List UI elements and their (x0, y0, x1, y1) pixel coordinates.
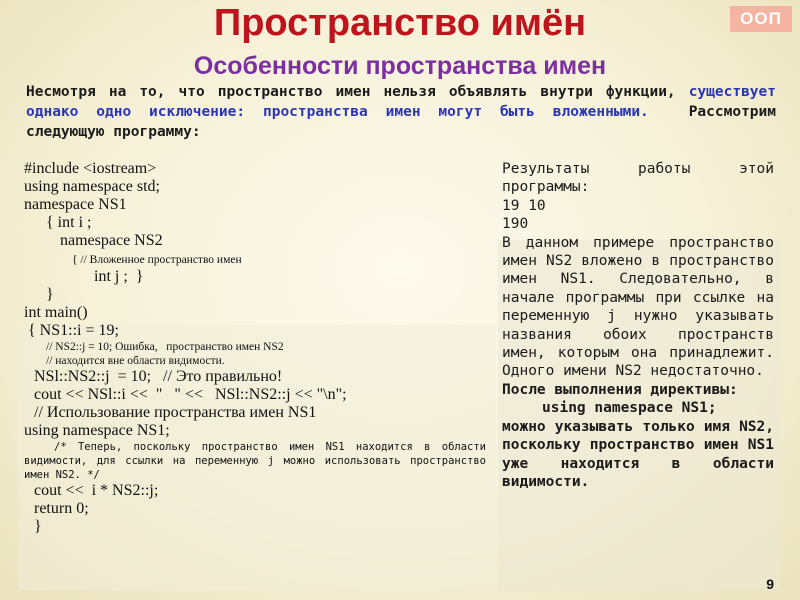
code-comment: // NS2::j = 10; Ошибка, пространство имен NS2 (46, 341, 284, 353)
conclusion-text: можно указывать только имя NS2, поскольку пространство имен NS1 уже находится в области видимости. (502, 418, 774, 490)
slide-subtitle: Особенности пространства имен (193, 52, 607, 80)
intro-text-1: Несмотря на то, что пространство имен нельзя объявлять внутри функции, (26, 84, 676, 100)
code-line (24, 250, 494, 268)
code-line: cout << i * NS2::j; (34, 482, 159, 499)
code-line: } (46, 286, 54, 303)
code-line: int j ; } (94, 268, 144, 285)
intro-text-3: пространства имен могут быть вложенными. (262, 104, 649, 120)
code-line: namespace NS2 (60, 232, 163, 249)
intro-paragraph (26, 82, 776, 142)
slide-title: Пространство имён (213, 2, 587, 44)
code-line: { int i ; (46, 214, 92, 231)
code-comment: // находится вне области видимости. (46, 355, 225, 367)
page-number: 9 (766, 576, 774, 592)
results-heading: Результаты работы этой программы: (502, 161, 774, 196)
oop-badge: ООП (730, 6, 792, 32)
results-column (502, 160, 774, 491)
code-line: using namespace std; (24, 178, 160, 195)
code-line: { NS1::i = 19; (28, 322, 119, 339)
output-line: 190 (502, 216, 529, 233)
code-line: using namespace NS1; (24, 422, 170, 439)
intro-text-2: существует однако одно исключение: (26, 84, 776, 120)
directive-code: using namespace NS1; (542, 400, 717, 417)
code-block-comment: /* Теперь, поскольку пространство имен NS1 находится в области видимости, для ссылки на переменную j можно использовать пространство имен NS2. */ (24, 441, 486, 481)
code-line: int main() (24, 304, 88, 321)
code-comment: // Использование пространства имен NS1 (34, 404, 317, 421)
code-line: #include <iostream> (24, 160, 157, 177)
explanation-text: В данном примере пространство имен NS2 вложено в пространство имен NS1. Следовательно, в начале программы при ссылке на переменную j нужно указывать названия обоих пространств имен, которым она принадлежит. Одного имени NS2 недостаточно. (502, 234, 774, 380)
code-listing (24, 160, 494, 536)
code-line: return 0; (34, 500, 89, 517)
after-directive-text: После выполнения директивы: (502, 381, 738, 398)
intro-text-4: Рассмотрим следующую программу: (26, 104, 776, 140)
code-line-text: { // Вложенное пространство имен (72, 254, 242, 266)
code-line: } (34, 518, 42, 535)
output-line: 19 10 (502, 197, 546, 214)
code-line: NSl::NS2::j = 10; // Это правильно! (34, 368, 283, 385)
code-line: namespace NS1 (24, 196, 127, 213)
code-line: cout << NSl::i << " " << NSl::NS2::j << "\n"; (34, 386, 347, 403)
